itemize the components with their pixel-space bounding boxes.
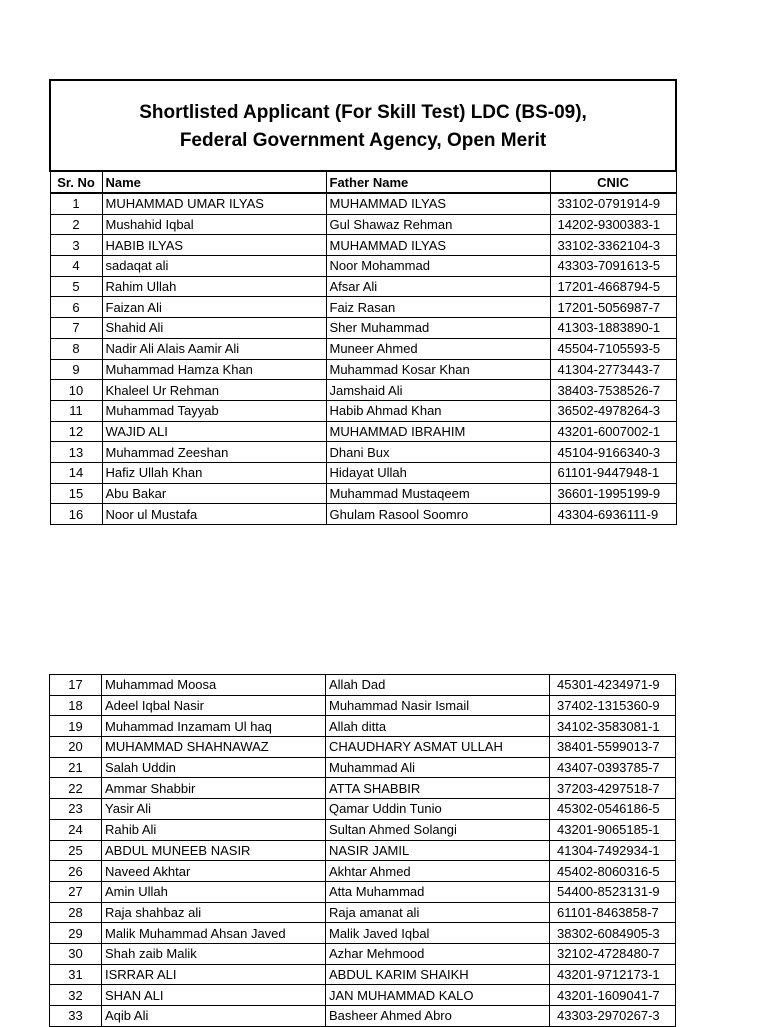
cell-name: Mushahid Iqbal [102,214,326,235]
cell-name: Khaleel Ur Rehman [102,380,326,401]
cell-name: Muhammad Hamza Khan [102,359,326,380]
table-row [50,214,676,235]
table-row [50,737,676,758]
cell-father-name: Hidayat Ullah [326,462,550,483]
cell-sr-no: 29 [50,923,102,944]
table-body-2 [50,675,676,1027]
cell-father-name: Habib Ahmad Khan [326,400,550,421]
cell-sr-no: 6 [50,297,102,318]
cell-cnic: 54400-8523131-9 [550,881,676,902]
table-row [50,442,676,463]
cell-cnic: 38403-7538526-7 [550,380,676,401]
cell-cnic: 36502-4978264-3 [550,400,676,421]
cell-name: Muhammad Zeeshan [102,442,326,463]
cell-sr-no: 16 [50,504,102,525]
cell-name: Aqib Ali [102,1006,326,1027]
cell-father-name: Jamshaid Ali [326,380,550,401]
table-row [50,943,676,964]
applicant-table-page-2 [49,674,676,1027]
cell-sr-no: 27 [50,881,102,902]
cell-cnic: 38302-6084905-3 [550,923,676,944]
table-row [50,421,676,442]
cell-sr-no: 15 [50,483,102,504]
table-row [50,276,676,297]
cell-sr-no: 10 [50,380,102,401]
cell-sr-no: 28 [50,902,102,923]
table-row [50,840,676,861]
title-row [50,80,676,171]
table-row [50,778,676,799]
table-row [50,235,676,256]
cell-sr-no: 9 [50,359,102,380]
table-row [50,881,676,902]
cell-sr-no: 4 [50,256,102,277]
cell-cnic: 41304-7492934-1 [550,840,676,861]
cell-sr-no: 20 [50,737,102,758]
cell-name: HABIB ILYAS [102,235,326,256]
cell-father-name: MUHAMMAD ILYAS [326,193,550,214]
table-row [50,338,676,359]
table-row [50,799,676,820]
title-line-1: Shortlisted Applicant (For Skill Test) LDC (BS-09), [139,101,587,123]
cell-sr-no: 18 [50,695,102,716]
cell-cnic: 45504-7105593-5 [550,338,676,359]
cell-name: Rahim Ullah [102,276,326,297]
cell-cnic: 43303-2970267-3 [550,1006,676,1027]
cell-father-name: Muneer Ahmed [326,338,550,359]
table-row [50,400,676,421]
cell-father-name: Afsar Ali [326,276,550,297]
cell-cnic: 45402-8060316-5 [550,861,676,882]
table-row [50,193,676,214]
cell-cnic: 36601-1995199-9 [550,483,676,504]
cell-sr-no: 1 [50,193,102,214]
cell-cnic: 43201-1609041-7 [550,985,676,1006]
header-sr-no: Sr. No [50,171,102,193]
table-row [50,902,676,923]
table-row [50,1006,676,1027]
table-row [50,297,676,318]
cell-cnic: 41304-2773443-7 [550,359,676,380]
cell-cnic: 43201-9712173-1 [550,964,676,985]
cell-cnic: 38401-5599013-7 [550,737,676,758]
cell-name: WAJID ALI [102,421,326,442]
table-body-1 [50,193,676,525]
cell-father-name: Faiz Rasan [326,297,550,318]
cell-name: ISRRAR ALI [102,964,326,985]
cell-cnic: 43407-0393785-7 [550,757,676,778]
cell-name: Nadir Ali Alais Aamir Ali [102,338,326,359]
cell-sr-no: 5 [50,276,102,297]
cell-father-name: Allah Dad [326,675,550,696]
cell-sr-no: 3 [50,235,102,256]
cell-cnic: 37402-1315360-9 [550,695,676,716]
cell-name: MUHAMMAD UMAR ILYAS [102,193,326,214]
table-row [50,985,676,1006]
cell-father-name: NASIR JAMIL [326,840,550,861]
cell-father-name: Qamar Uddin Tunio [326,799,550,820]
cell-name: Malik Muhammad Ahsan Javed [102,923,326,944]
cell-father-name: Muhammad Mustaqeem [326,483,550,504]
cell-father-name: ABDUL KARIM SHAIKH [326,964,550,985]
cell-sr-no: 7 [50,318,102,339]
cell-cnic: 45104-9166340-3 [550,442,676,463]
cell-cnic: 41303-1883890-1 [550,318,676,339]
header-cnic: CNIC [550,171,676,193]
cell-sr-no: 26 [50,861,102,882]
table-row [50,318,676,339]
table-row [50,359,676,380]
cell-name: Amin Ullah [102,881,326,902]
cell-cnic: 17201-5056987-7 [550,297,676,318]
header-name: Name [102,171,326,193]
cell-sr-no: 13 [50,442,102,463]
cell-cnic: 43201-9065185-1 [550,819,676,840]
table-row [50,819,676,840]
document-title [50,80,676,171]
cell-cnic: 14202-9300383-1 [550,214,676,235]
cell-father-name: ATTA SHABBIR [326,778,550,799]
cell-cnic: 61101-9447948-1 [550,462,676,483]
cell-name: Yasir Ali [102,799,326,820]
table-row [50,964,676,985]
cell-name: MUHAMMAD SHAHNAWAZ [102,737,326,758]
cell-father-name: Malik Javed Iqbal [326,923,550,944]
cell-cnic: 37203-4297518-7 [550,778,676,799]
cell-sr-no: 14 [50,462,102,483]
cell-name: Adeel Iqbal Nasir [102,695,326,716]
cell-name: Rahib Ali [102,819,326,840]
table-row [50,504,676,525]
cell-name: sadaqat ali [102,256,326,277]
table-row [50,716,676,737]
cell-cnic: 33102-0791914-9 [550,193,676,214]
cell-sr-no: 21 [50,757,102,778]
cell-father-name: Allah ditta [326,716,550,737]
cell-name: Ammar Shabbir [102,778,326,799]
cell-sr-no: 30 [50,943,102,964]
cell-name: Muhammad Inzamam Ul haq [102,716,326,737]
column-header-row [50,171,676,193]
cell-sr-no: 19 [50,716,102,737]
cell-sr-no: 33 [50,1006,102,1027]
cell-sr-no: 12 [50,421,102,442]
cell-name: Abu Bakar [102,483,326,504]
cell-father-name: Sher Muhammad [326,318,550,339]
cell-name: Shahid Ali [102,318,326,339]
cell-cnic: 43304-6936111-9 [550,504,676,525]
header-father-name: Father Name [326,171,550,193]
table-row [50,757,676,778]
cell-father-name: Atta Muhammad [326,881,550,902]
table-row [50,861,676,882]
cell-cnic: 33102-3362104-3 [550,235,676,256]
cell-father-name: CHAUDHARY ASMAT ULLAH [326,737,550,758]
cell-father-name: Basheer Ahmed Abro [326,1006,550,1027]
cell-sr-no: 31 [50,964,102,985]
cell-name: Salah Uddin [102,757,326,778]
cell-father-name: Gul Shawaz Rehman [326,214,550,235]
cell-sr-no: 32 [50,985,102,1006]
table-row [50,462,676,483]
cell-cnic: 32102-4728480-7 [550,943,676,964]
applicant-table-page-1 [49,79,677,525]
cell-cnic: 45301-4234971-9 [550,675,676,696]
cell-name: Shah zaib Malik [102,943,326,964]
cell-cnic: 17201-4668794-5 [550,276,676,297]
cell-name: Naveed Akhtar [102,861,326,882]
cell-name: Raja shahbaz ali [102,902,326,923]
cell-father-name: Sultan Ahmed Solangi [326,819,550,840]
table-row [50,675,676,696]
cell-father-name: MUHAMMAD ILYAS [326,235,550,256]
cell-father-name: Muhammad Ali [326,757,550,778]
cell-father-name: Raja amanat ali [326,902,550,923]
cell-name: Muhammad Tayyab [102,400,326,421]
cell-father-name: Muhammad Kosar Khan [326,359,550,380]
table-row [50,923,676,944]
cell-father-name: Noor Mohammad [326,256,550,277]
cell-cnic: 43303-7091613-5 [550,256,676,277]
cell-sr-no: 25 [50,840,102,861]
table-row [50,256,676,277]
cell-father-name: MUHAMMAD IBRAHIM [326,421,550,442]
cell-sr-no: 23 [50,799,102,820]
cell-name: Faizan Ali [102,297,326,318]
cell-father-name: Azhar Mehmood [326,943,550,964]
cell-father-name: Dhani Bux [326,442,550,463]
title-line-2: Federal Government Agency, Open Merit [179,129,547,151]
cell-sr-no: 22 [50,778,102,799]
cell-father-name: Muhammad Nasir Ismail [326,695,550,716]
cell-sr-no: 11 [50,400,102,421]
cell-sr-no: 8 [50,338,102,359]
cell-cnic: 61101-8463858-7 [550,902,676,923]
cell-sr-no: 24 [50,819,102,840]
cell-father-name: Akhtar Ahmed [326,861,550,882]
cell-sr-no: 2 [50,214,102,235]
cell-father-name: JAN MUHAMMAD KALO [326,985,550,1006]
cell-name: SHAN ALI [102,985,326,1006]
cell-cnic: 43201-6007002-1 [550,421,676,442]
cell-cnic: 45302-0546186-5 [550,799,676,820]
cell-name: Noor ul Mustafa [102,504,326,525]
cell-name: ABDUL MUNEEB NASIR [102,840,326,861]
cell-father-name: Ghulam Rasool Soomro [326,504,550,525]
cell-name: Muhammad Moosa [102,675,326,696]
table-row [50,695,676,716]
cell-name: Hafiz Ullah Khan [102,462,326,483]
table-row [50,483,676,504]
table-row [50,380,676,401]
cell-cnic: 34102-3583081-1 [550,716,676,737]
cell-sr-no: 17 [50,675,102,696]
